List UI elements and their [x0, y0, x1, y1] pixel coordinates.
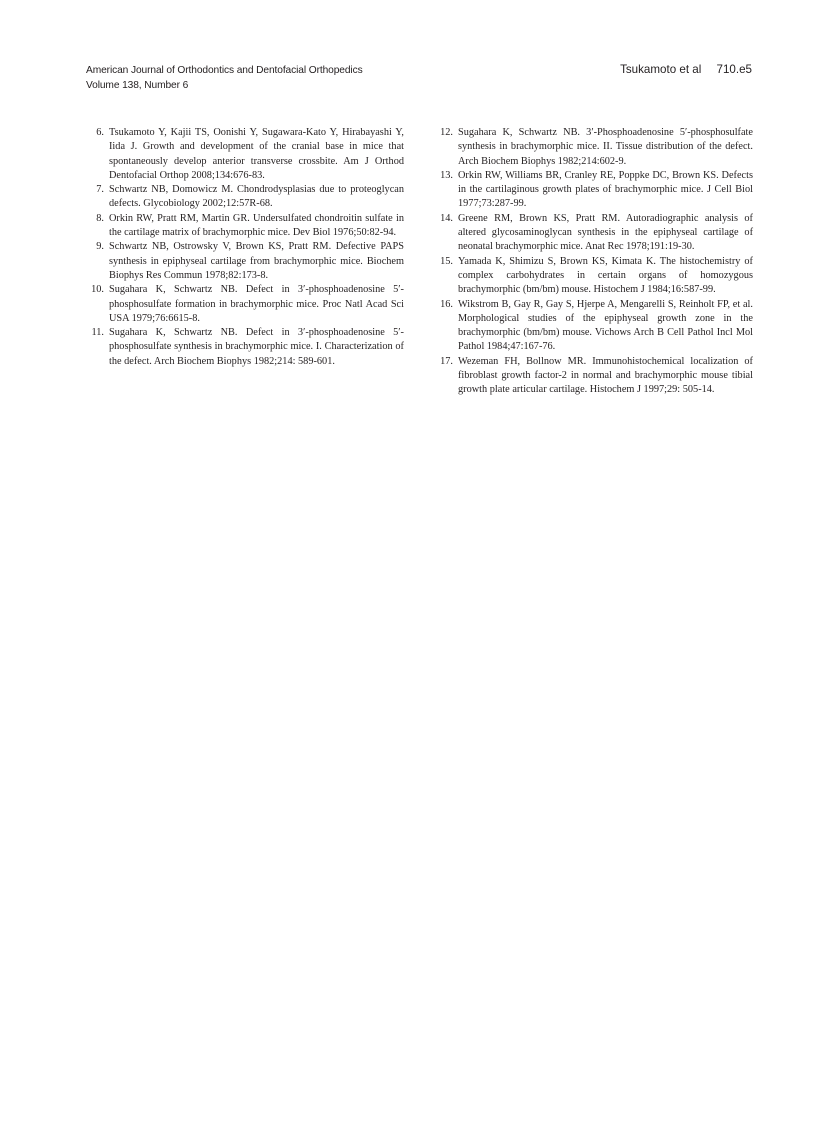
journal-title: American Journal of Orthodontics and Dentofacial Orthopedics: [86, 65, 363, 76]
reference-text: Sugahara K, Schwartz NB. Defect in 3′-phosphoadenosine 5′-phosphosulfate formation in brachymorphic mice. Proc Natl Acad Sci USA 1979;76:6615-8.: [109, 284, 404, 324]
reference-number: 11.: [91, 327, 104, 339]
reference-number: 13.: [440, 169, 453, 181]
reference-number: 7.: [96, 184, 104, 196]
reference-item: [84, 283, 404, 326]
reference-item: [433, 255, 753, 298]
running-authors: Tsukamoto et al: [620, 63, 702, 76]
running-header-right: [620, 63, 752, 76]
page-number: 710.e5: [716, 63, 752, 76]
reference-item: [433, 212, 753, 255]
reference-text: Sugahara K, Schwartz NB. 3′-Phosphoadenosine 5′-phosphosulfate synthesis in brachymorphic mice. II. Tissue distribution of the defect. Arch Biochem Biophys 1982;214:602-9.: [458, 127, 753, 167]
reference-item: [84, 240, 404, 283]
reference-list-right-column: [433, 126, 753, 398]
reference-item: [433, 169, 753, 212]
reference-number: 6.: [96, 127, 104, 138]
reference-text: Sugahara K, Schwartz NB. Defect in 3′-phosphoadenosine 5′-phosphosulfate synthesis in brachymorphic mice. I. Characterization of the defect. Arch Biochem Biophys 1982;214: 589-601.: [109, 327, 404, 367]
reference-text: Wikstrom B, Gay R, Gay S, Hjerpe A, Mengarelli S, Reinholt FP, et al. Morphological studies of the epiphyseal growth zone in the brachymorphic (bm/bm) mouse. Vichows Arch B Cell Pathol Incl Mol Pathol 1984;47:167-76.: [458, 298, 753, 353]
reference-text: Tsukamoto Y, Kajii TS, Oonishi Y, Sugawara-Kato Y, Hirabayashi Y, Iida J. Growth and development of the cranial base in mice that spontaneously develop anterior transverse crossbite. Am J Orthod Dentofacial Orthop 2008;134:676-83.: [109, 127, 404, 181]
reference-number: 14.: [440, 212, 453, 224]
reference-text: Greene RM, Brown KS, Pratt RM. Autoradiographic analysis of altered glycosaminoglycan synthesis in the epiphyseal cartilage of neonatal brachymorphic mice. Anat Rec 1978;191:19-30.: [458, 212, 753, 253]
reference-text: Orkin RW, Pratt RM, Martin GR. Undersulfated chondroitin sulfate in the cartilage matrix of brachymorphic mice. Dev Biol 1976;50:82-94.: [109, 212, 404, 239]
reference-number: 17.: [440, 355, 453, 367]
reference-list-left-column: [84, 126, 404, 369]
running-header: [86, 64, 363, 93]
reference-number: 10.: [91, 284, 104, 296]
reference-item: [433, 126, 753, 169]
reference-number: 12.: [440, 127, 453, 138]
reference-text: Schwartz NB, Domowicz M. Chondrodysplasias due to proteoglycan defects. Glycobiology 2002;12:57R-68.: [109, 184, 404, 210]
reference-number: 15.: [440, 255, 453, 267]
reference-number: 9.: [96, 241, 104, 253]
reference-number: 8.: [96, 212, 104, 224]
reference-text: Schwartz NB, Ostrowsky V, Brown KS, Pratt RM. Defective PAPS synthesis in epiphyseal cartilage from brachymorphic mice. Biochem Biophys Res Commun 1978;82:173-8.: [109, 241, 404, 281]
reference-item: [84, 212, 404, 241]
reference-text: Wezeman FH, Bollnow MR. Immunohistochemical localization of fibroblast growth factor-2 in normal and brachymorphic mouse tibial growth plate articular cartilage. Histochem J 1997;29: 505-14.: [458, 355, 753, 396]
reference-number: 16.: [440, 298, 453, 310]
volume-issue: Volume 138, Number 6: [86, 79, 189, 91]
reference-text: Yamada K, Shimizu S, Brown KS, Kimata K. The histochemistry of complex carbohydrates in certain organs of homozygous brachymorphic (bm/bm) mouse. Histochem J 1984;16:587-99.: [458, 255, 753, 296]
reference-item: [84, 183, 404, 212]
reference-item: [84, 126, 404, 183]
reference-item: [433, 355, 753, 398]
reference-item: [433, 298, 753, 355]
reference-item: [84, 326, 404, 369]
reference-text: Orkin RW, Williams BR, Cranley RE, Poppke DC, Brown KS. Defects in the cartilaginous growth plates of brachymorphic mice. J Cell Biol 1977;73:287-99.: [458, 169, 753, 210]
